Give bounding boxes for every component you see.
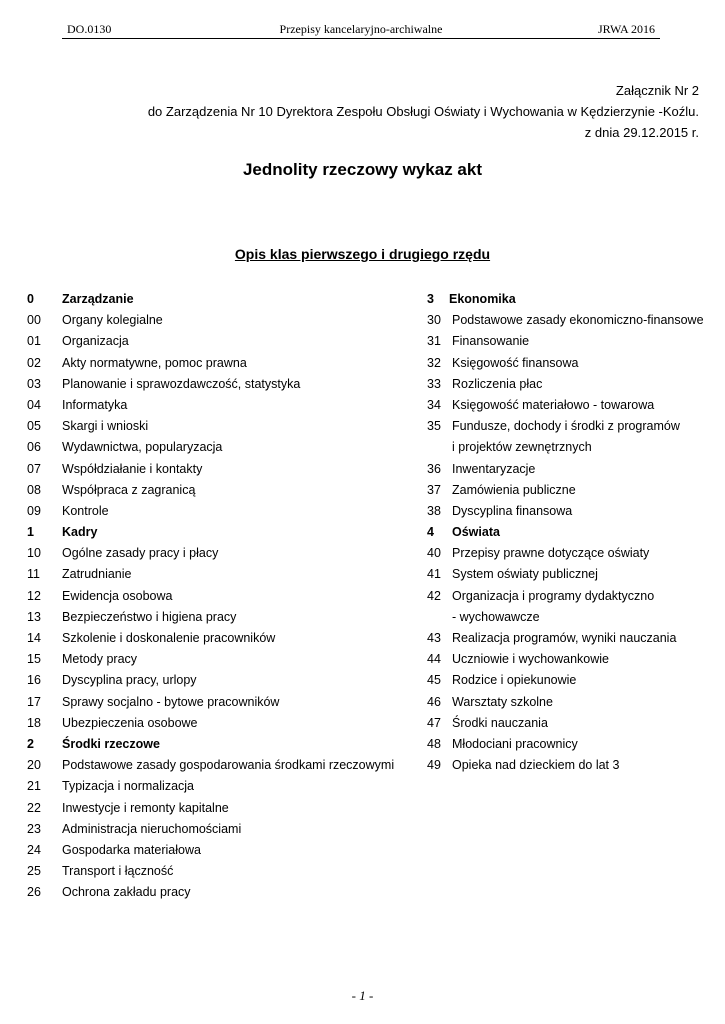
page-number: - 1 - (351, 988, 374, 1003)
class-label: System oświaty publicznej (452, 567, 598, 582)
class-label: Skargi i wnioski (62, 419, 149, 434)
class-label: Fundusze, dochody i środki z programów (452, 419, 680, 434)
class-code: 21 (27, 779, 41, 794)
class-label: Bezpieczeństwo i higiena pracy (62, 609, 237, 624)
class-label: Inwestycje i remonty kapitalne (62, 800, 229, 815)
class-label: Zamówienia publiczne (452, 482, 576, 497)
class-label: Ubezpieczenia osobowe (62, 715, 198, 730)
class-code: 4 (427, 525, 434, 540)
class-code: 0 (27, 292, 34, 306)
class-label: Księgowość materiałowo - towarowa (452, 397, 655, 412)
class-label: Finansowanie (452, 334, 530, 349)
class-label: Metody pracy (62, 652, 138, 667)
class-label: Dyscyplina finansowa (452, 503, 573, 518)
class-code: 25 (27, 864, 41, 879)
class-code: 35 (427, 419, 441, 434)
class-code: 13 (27, 609, 41, 624)
class-code: 41 (427, 567, 441, 582)
class-code: 15 (27, 652, 41, 667)
class-label: Organizacja (62, 334, 129, 349)
attachment-line-2: do Zarządzenia Nr 10 Dyrektora Zespołu Obsługi Oświaty i Wychowania w Kędzierzynie -Koźlu. (147, 104, 699, 119)
class-code: 36 (427, 461, 441, 476)
class-code: 22 (27, 800, 41, 815)
attachment-line-3: z dnia 29.12.2015 r. (584, 125, 699, 140)
class-code: 00 (27, 313, 41, 328)
class-code: 40 (427, 546, 441, 561)
class-label: Sprawy socjalno - bytowe pracowników (62, 694, 280, 709)
class-code: 08 (27, 482, 41, 497)
class-label: Akty normatywne, pomoc prawna (62, 355, 247, 370)
class-label: Inwentaryzacje (452, 461, 536, 476)
class-label: Administracja nieruchomościami (62, 821, 242, 836)
class-code: 05 (27, 419, 41, 434)
class-label: Ekonomika (449, 292, 516, 306)
class-label: - wychowawcze (452, 609, 540, 624)
class-code: 04 (27, 397, 41, 412)
class-label: Podstawowe zasady ekonomiczno-finansowe (452, 313, 704, 328)
class-label: Wydawnictwa, popularyzacja (62, 440, 223, 455)
class-label: Księgowość finansowa (452, 355, 579, 370)
class-code: 43 (427, 631, 441, 645)
class-label: Współdziałanie i kontakty (62, 461, 203, 476)
class-code: 02 (27, 355, 41, 370)
class-label: Opieka nad dzieckiem do lat 3 (452, 758, 620, 773)
class-label: Gospodarka materiałowa (62, 842, 201, 857)
class-code: 1 (27, 525, 34, 540)
class-code: 2 (27, 736, 34, 751)
class-label: Oświata (452, 525, 500, 540)
class-code: 32 (427, 355, 441, 370)
class-label: i projektów zewnętrznych (452, 440, 592, 455)
class-code: 3 (427, 292, 434, 306)
class-code: 34 (427, 397, 441, 412)
class-label: Środki nauczania (452, 715, 548, 730)
class-code: 20 (27, 758, 41, 773)
attachment-note (148, 80, 699, 143)
section-subtitle: Opis klas pierwszego i drugiego rzędu (234, 246, 491, 262)
class-label: Przepisy prawne dotyczące oświaty (452, 546, 650, 561)
class-label: Ogólne zasady pracy i płacy (62, 546, 219, 561)
class-code: 37 (427, 482, 441, 497)
class-label: Informatyka (62, 397, 128, 412)
class-label: Rodzice i opiekunowie (452, 673, 577, 688)
class-label: Organizacja i programy dydaktyczno (452, 588, 655, 603)
class-code: 23 (27, 821, 41, 836)
header-left-text: DO.0130 (67, 22, 112, 36)
class-code: 14 (27, 631, 41, 645)
class-label: Ochrona zakładu pracy (62, 885, 191, 900)
class-code: 33 (427, 376, 441, 391)
class-code: 07 (27, 461, 41, 476)
class-code: 11 (27, 567, 40, 582)
class-label: Młodociani pracownicy (452, 736, 578, 751)
class-label: Podstawowe zasady gospodarowania środkami rzeczowymi (62, 758, 395, 773)
class-label: Realizacja programów, wyniki nauczania (452, 631, 677, 645)
class-label: Planowanie i sprawozdawczość, statystyka (62, 376, 301, 391)
class-code: 01 (27, 334, 41, 349)
class-label: Warsztaty szkolne (452, 694, 553, 709)
class-code: 49 (427, 758, 441, 773)
class-code: 42 (427, 588, 441, 603)
class-code: 24 (27, 842, 41, 857)
class-code: 17 (27, 694, 41, 709)
class-label: Rozliczenia płac (452, 376, 543, 391)
class-label: Typizacja i normalizacja (62, 779, 194, 794)
class-code: 10 (27, 546, 41, 561)
page-header (62, 18, 660, 39)
class-code: 09 (27, 503, 41, 518)
class-code: 31 (427, 334, 441, 349)
class-label: Kontrole (62, 503, 109, 518)
class-code: 18 (27, 715, 41, 730)
class-label: Zatrudnianie (62, 567, 132, 582)
class-label: Współpraca z zagranicą (62, 482, 196, 497)
header-center-text: Przepisy kancelaryjno-archiwalne (279, 22, 443, 36)
class-code: 45 (427, 673, 441, 688)
attachment-line-1: Załącznik Nr 2 (615, 83, 699, 98)
class-code: 16 (27, 673, 41, 688)
class-label: Kadry (62, 525, 98, 540)
class-code: 03 (27, 376, 41, 391)
class-label: Szkolenie i doskonalenie pracowników (62, 631, 276, 645)
header-right-text: JRWA 2016 (597, 22, 655, 36)
class-code: 44 (427, 652, 441, 667)
class-code: 06 (27, 440, 41, 455)
class-code: 38 (427, 503, 441, 518)
class-code: 47 (427, 715, 441, 730)
class-label: Uczniowie i wychowankowie (452, 652, 610, 667)
class-label: Transport i łączność (62, 864, 174, 879)
document-title: Jednolity rzeczowy wykaz akt (242, 160, 483, 179)
class-code: 26 (27, 885, 41, 900)
class-label: Środki rzeczowe (62, 736, 160, 751)
class-label: Zarządzanie (62, 292, 134, 306)
class-label: Organy kolegialne (62, 313, 163, 328)
class-label: Ewidencja osobowa (62, 588, 173, 603)
class-code: 46 (427, 694, 441, 709)
class-code: 30 (427, 313, 441, 328)
class-code: 48 (427, 736, 441, 751)
class-label: Dyscyplina pracy, urlopy (62, 673, 197, 688)
class-code: 12 (27, 588, 41, 603)
